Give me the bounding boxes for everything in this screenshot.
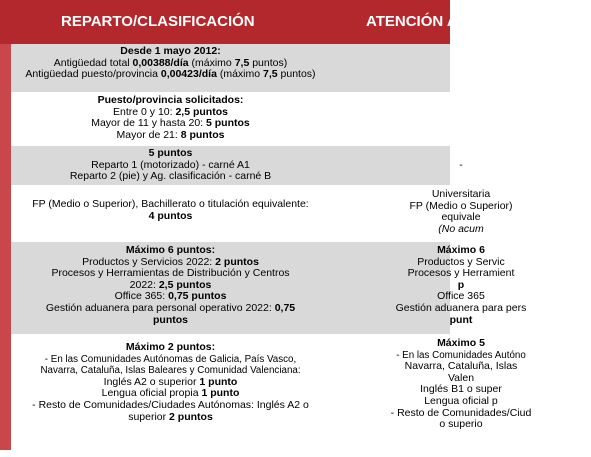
cell-text: o superio — [439, 418, 483, 431]
cell-text: Procesos y Herramient — [407, 267, 515, 280]
cell-text: 5 puntos — [148, 147, 193, 159]
cell-reparto — [11, 44, 330, 94]
cell-text: 4 puntos — [148, 209, 193, 222]
cell-line — [331, 160, 591, 172]
cell-text: p — [457, 278, 465, 291]
cell-text: puntos) — [249, 56, 288, 69]
cell-text: equivale — [441, 211, 481, 224]
cell-text: 8 puntos — [180, 128, 225, 141]
row-idiomas — [11, 335, 532, 450]
cell-text: 7,5 — [234, 56, 250, 69]
cell-text: 0,00388/día — [132, 56, 189, 69]
cell-text: Reparto 1 (motorizado) - carné A1 — [91, 158, 250, 171]
cell-line — [331, 419, 591, 431]
cell-text: puntos — [153, 313, 188, 326]
row-carne — [11, 146, 463, 185]
cell-text: (No acum — [438, 222, 484, 235]
column-title-reparto: REPARTO/CLASIFICACIÓN — [61, 13, 255, 30]
cell-text: 2,5 puntos — [175, 105, 228, 118]
cell-atencion — [331, 44, 591, 94]
cell-text: (máximo — [216, 68, 263, 81]
cell-text: Máximo 6 — [437, 244, 485, 256]
cell-text: Inglés B1 o super — [420, 383, 502, 396]
cell-text: 2,5 puntos — [158, 278, 212, 291]
cell-reparto — [11, 93, 330, 147]
cell-text: Mayor de 21: — [116, 128, 181, 141]
cell-line — [11, 69, 330, 81]
cell-line — [11, 171, 330, 183]
cell-line — [11, 354, 330, 366]
cell-text: Procesos y Herramientas de Distribución y Centros — [51, 267, 290, 280]
cell-text: Gestión aduanera para personal operativo 2022: — [45, 301, 275, 314]
cell-text: 0,00423/día — [160, 68, 217, 81]
cell-reparto — [11, 146, 330, 187]
cell-text: 5 puntos — [206, 117, 250, 130]
table-header — [0, 0, 458, 44]
cell-text: - En las Comunidades Autónomas de Galicia, País Vasco, — [44, 353, 297, 365]
cell-text: superior — [128, 410, 170, 423]
cell-text: punt — [449, 313, 473, 326]
cell-atencion — [331, 335, 591, 453]
cell-line — [331, 224, 591, 236]
cell-text: (máximo — [188, 56, 235, 69]
cell-text: Mayor de 11 y hasta 20: — [91, 117, 207, 130]
cell-text: 0,75 — [274, 301, 296, 314]
cell-text: Entre 0 y 10: — [113, 105, 176, 118]
row-formacion — [11, 242, 527, 334]
cell-text: Inglés A2 o superior — [103, 375, 200, 388]
cell-text: Máximo 5 — [437, 337, 485, 349]
cell-text: Gestión aduanera para pers — [395, 301, 527, 314]
cell-reparto — [11, 335, 330, 457]
cell-text: - Resto de Comunidades/Ciud — [390, 406, 532, 419]
cell-atencion — [331, 93, 591, 147]
row-antiguedad — [11, 44, 450, 92]
cell-reparto — [11, 242, 330, 337]
cell-text: - — [459, 159, 463, 171]
column-title-atencion: ATENCIÓN A — [366, 13, 458, 30]
cell-text: Reparto 2 (pie) y Ag. clasificación - carné B — [69, 170, 272, 183]
cell-text: - En las Comunidades Autóno — [396, 349, 526, 361]
cell-line — [11, 342, 330, 354]
cell-line — [11, 130, 330, 142]
cell-text: Lengua oficial propia — [101, 387, 202, 400]
cell-line — [11, 412, 330, 424]
cell-line — [11, 211, 330, 223]
cell-text: Office 365: — [114, 290, 169, 303]
cell-text: Antigüedad puesto/provincia — [25, 68, 161, 81]
cell-text: Office 365 — [437, 290, 485, 303]
cell-text: 1 punto — [201, 387, 240, 400]
cell-text: Máximo 2 puntos: — [125, 341, 216, 353]
cell-atencion — [331, 186, 591, 244]
cell-text: Productos y Servic — [417, 255, 505, 268]
cell-text: Navarra, Cataluña, Islas Baleares y Comunidad Valenciana: — [40, 365, 301, 377]
cell-text: Productos y Servicios 2022: — [82, 255, 216, 268]
cell-text: 2 puntos — [215, 255, 259, 268]
cell-text: 1 punto — [199, 375, 238, 388]
cell-text: 7,5 — [263, 68, 278, 81]
cell-text: Puesto/provincia solicitados: — [97, 94, 244, 106]
cell-line — [331, 315, 591, 327]
cell-line — [331, 338, 591, 350]
cell-text: Valen — [447, 371, 475, 384]
cell-text: Máximo 6 puntos: — [125, 244, 216, 256]
cell-text: 2022: — [129, 278, 159, 291]
cell-text: FP (Medio o Superior) — [409, 199, 513, 212]
cell-text: 0,75 puntos — [168, 290, 227, 303]
cell-text: Antigüedad total — [53, 56, 133, 69]
cell-line — [11, 315, 330, 327]
row-puesto-provincia — [11, 93, 450, 145]
left-accent-bar — [0, 44, 11, 450]
row-titulacion — [11, 186, 513, 241]
cell-text: 2 puntos — [169, 410, 213, 423]
cell-atencion — [331, 242, 591, 337]
cell-text: puntos) — [277, 68, 316, 81]
cell-text: Navarra, Cataluña, Islas — [404, 360, 518, 373]
cell-text: Desde 1 mayo 2012: — [120, 45, 221, 57]
cell-text: Universitaria — [431, 188, 491, 200]
cell-text: - Resto de Comunidades/Ciudades Autónomas: Inglés A2 o — [32, 398, 309, 411]
cell-text: FP (Medio o Superior), Bachillerato o titulación equivalente: — [32, 198, 309, 210]
cell-text: Lengua oficial p — [424, 394, 498, 407]
